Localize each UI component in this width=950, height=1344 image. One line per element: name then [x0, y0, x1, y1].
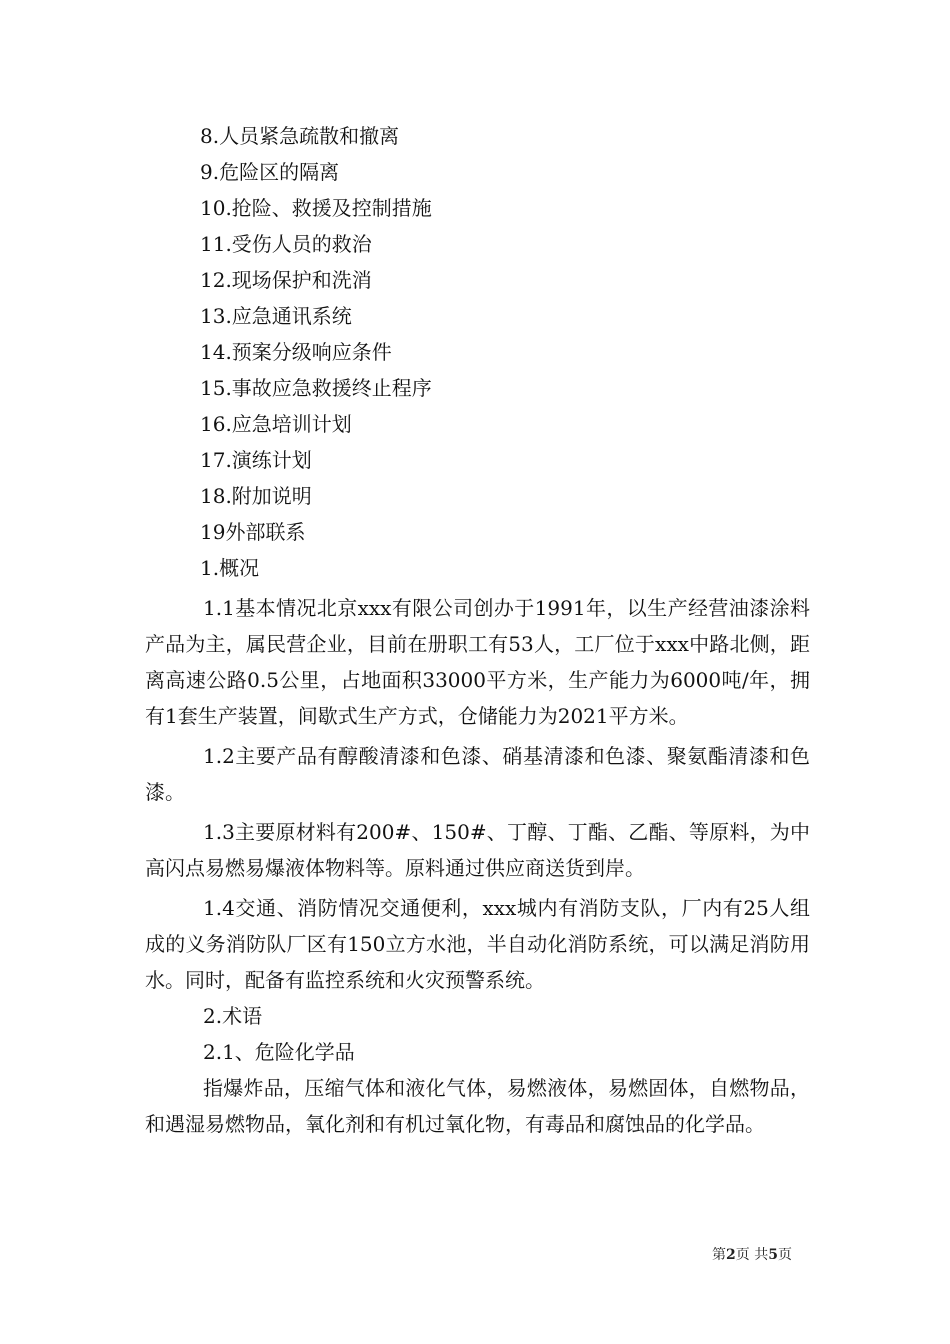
page-footer	[712, 1244, 792, 1264]
section-heading-terms: 2.术语	[203, 1004, 263, 1028]
subheading-hazardous-chemicals: 2.1、危险化学品	[203, 1040, 355, 1064]
section-heading-overview: 1.概况	[200, 556, 260, 580]
current-page-number: 2	[726, 1247, 736, 1263]
paragraph-raw-materials: 1.3主要原材料有200#、150#、丁醇、丁酯、乙酯、等原料，为中高闪点易燃易爆液体物料等。原料通过供应商送货到岸。	[145, 820, 810, 880]
paragraph-traffic-fire: 1.4交通、消防情况交通便利，xxx城内有消防支队，厂内有25人组成的义务消防队厂区有150立方水池，半自动化消防系统，可以满足消防用水。同时，配备有监控系统和火灾预警系统。	[145, 896, 810, 992]
list-item: 13.应急通讯系统	[200, 304, 352, 328]
footer-middle: 页 共	[735, 1247, 769, 1263]
paragraph-hazardous-definition: 指爆炸品，压缩气体和液化气体，易燃液体，易燃固体，自燃物品，和遇湿易燃物品，氧化剂和有机过氧化物，有毒品和腐蚀品的化学品。	[145, 1076, 810, 1136]
list-item: 9.危险区的隔离	[200, 160, 340, 184]
list-item: 12.现场保护和洗消	[200, 268, 372, 292]
list-item: 11.受伤人员的救治	[200, 232, 372, 256]
outline-list	[200, 118, 820, 586]
footer-prefix: 第	[712, 1247, 726, 1263]
total-page-number: 5	[768, 1247, 778, 1263]
document-body	[145, 590, 810, 1142]
list-item: 19外部联系	[200, 520, 306, 544]
paragraph-basic-info: 1.1基本情况北京xxx有限公司创办于1991年，以生产经营油漆涂料产品为主，属民营企业，目前在册职工有53人，工厂位于xxx中路北侧，距离高速公路0.5公里，占地面积33000平方米，生产能力为6000吨/年，拥有1套生产装置，间歇式生产方式，仓储能力为2021平方米。	[145, 596, 810, 728]
list-item: 16.应急培训计划	[200, 412, 352, 436]
list-item: 15.事故应急救援终止程序	[200, 376, 432, 400]
list-item: 17.演练计划	[200, 448, 312, 472]
footer-suffix: 页	[777, 1247, 792, 1263]
list-item: 8.人员紧急疏散和撤离	[200, 124, 400, 148]
list-item: 10.抢险、救援及控制措施	[200, 196, 432, 220]
list-item: 18.附加说明	[200, 484, 312, 508]
list-item: 14.预案分级响应条件	[200, 340, 392, 364]
paragraph-main-products: 1.2主要产品有醇酸清漆和色漆、硝基清漆和色漆、聚氨酯清漆和色漆。	[145, 744, 810, 804]
